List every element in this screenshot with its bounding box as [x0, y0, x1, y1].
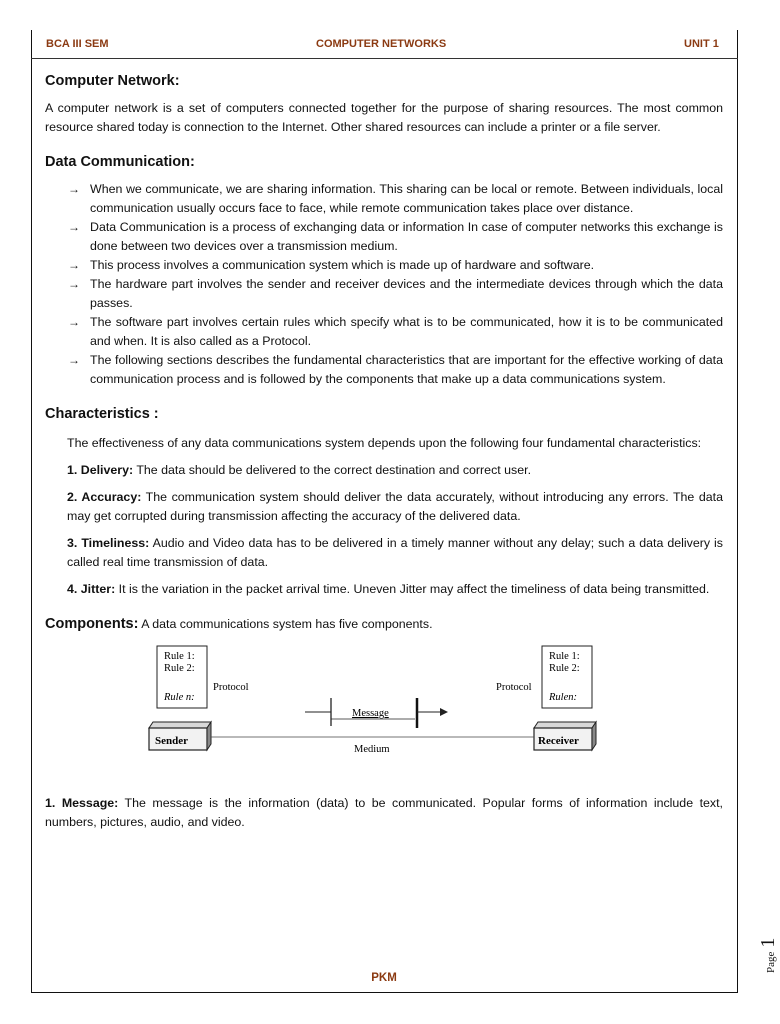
arrow-icon: →: [68, 258, 80, 272]
page-number: [743, 925, 779, 975]
characteristics-intro: The effectiveness of any data communications system depends upon the following four fundamental characteristics:: [67, 436, 702, 450]
receiver-rule-1: Rule 1:: [549, 651, 580, 662]
section-title-data-communication: Data Communication:: [45, 154, 195, 170]
page-label: Page: [765, 951, 777, 973]
footer-initials: PKM: [371, 972, 397, 984]
data-communication-list: [45, 180, 723, 389]
components-heading: Components: A data communications system has five components.: [45, 616, 433, 632]
header-unit: UNIT 1: [684, 38, 719, 50]
list-item: → The hardware part involves the sender and receiver devices and the intermediate devices through which the data passes.: [68, 277, 723, 310]
receiver-rule-2: Rule 2:: [549, 663, 580, 674]
components-diagram-svg: [45, 642, 723, 784]
characteristic-timeliness: 3. Timeliness: Audio and Video data has to be delivered in a timely manner without any delay; such a data delivery is called real time transmission of data.: [67, 536, 724, 569]
components-diagram: [45, 642, 723, 784]
list-item: → Data Communication is a process of exchanging data or information In case of computer networks this exchange is done between two devices over a transmission medium.: [68, 220, 723, 253]
component-message: 1. Message: The message is the information (data) to be communicated. Popular forms of information include text, numbers, pictures, audio, and video.: [45, 796, 723, 829]
sender-rule-n: Rule n:: [164, 692, 195, 703]
section-title-characteristics: Characteristics :: [45, 406, 159, 422]
characteristic-accuracy: 2. Accuracy: The communication system should deliver the data accurately, without introducing any errors. The data may get corrupted during transmission affecting the accuracy of the delivered data.: [67, 490, 723, 523]
list-item: → The software part involves certain rules which specify what is to be communicated, how it is to be communicated and when. It is also called as a Protocol.: [68, 315, 723, 348]
medium-label: Medium: [354, 744, 390, 755]
sender-rule-1: Rule 1:: [164, 651, 195, 662]
protocol-label-right: Protocol: [496, 682, 532, 693]
arrow-icon: →: [68, 277, 80, 291]
header-subject: COMPUTER NETWORKS: [316, 38, 447, 50]
header-divider: [31, 58, 738, 59]
sender-label: Sender: [155, 735, 188, 747]
arrow-icon: →: [68, 353, 80, 367]
arrow-icon: →: [68, 182, 80, 196]
arrow-icon: →: [68, 220, 80, 234]
list-item: → The following sections describes the fundamental characteristics that are important for the effective working of data communication process and is followed by the components that make up a data communications system.: [68, 353, 723, 386]
list-item: → This process involves a communication system which is made up of hardware and software.: [67, 256, 723, 275]
list-item: → When we communicate, we are sharing information. This sharing can be local or remote. Between individuals, local communication usually occurs face to face, while remote communication takes place over distance.: [68, 182, 723, 215]
network-paragraph: A computer network is a set of computers connected together for the purpose of sharing resources. The most common resource shared today is connection to the Internet. Other shared resources can include a printer or a file server.: [45, 101, 723, 134]
page-number-value: 1: [757, 937, 779, 948]
section-title-network: Computer Network:: [45, 73, 180, 89]
page-content: [45, 72, 723, 840]
message-label: Message: [352, 708, 389, 719]
receiver-label: Receiver: [538, 735, 579, 747]
arrow-icon: →: [68, 315, 80, 329]
protocol-label-left: Protocol: [213, 682, 249, 693]
receiver-rule-n: Rulen:: [549, 692, 577, 703]
sender-rule-2: Rule 2:: [164, 663, 195, 674]
header-course: BCA III SEM: [46, 38, 109, 50]
characteristic-jitter: 4. Jitter: It is the variation in the packet arrival time. Uneven Jitter may affect the timeliness of data being transmitted.: [67, 582, 710, 596]
characteristic-delivery: 1. Delivery: The data should be delivered to the correct destination and correct user.: [67, 463, 532, 477]
